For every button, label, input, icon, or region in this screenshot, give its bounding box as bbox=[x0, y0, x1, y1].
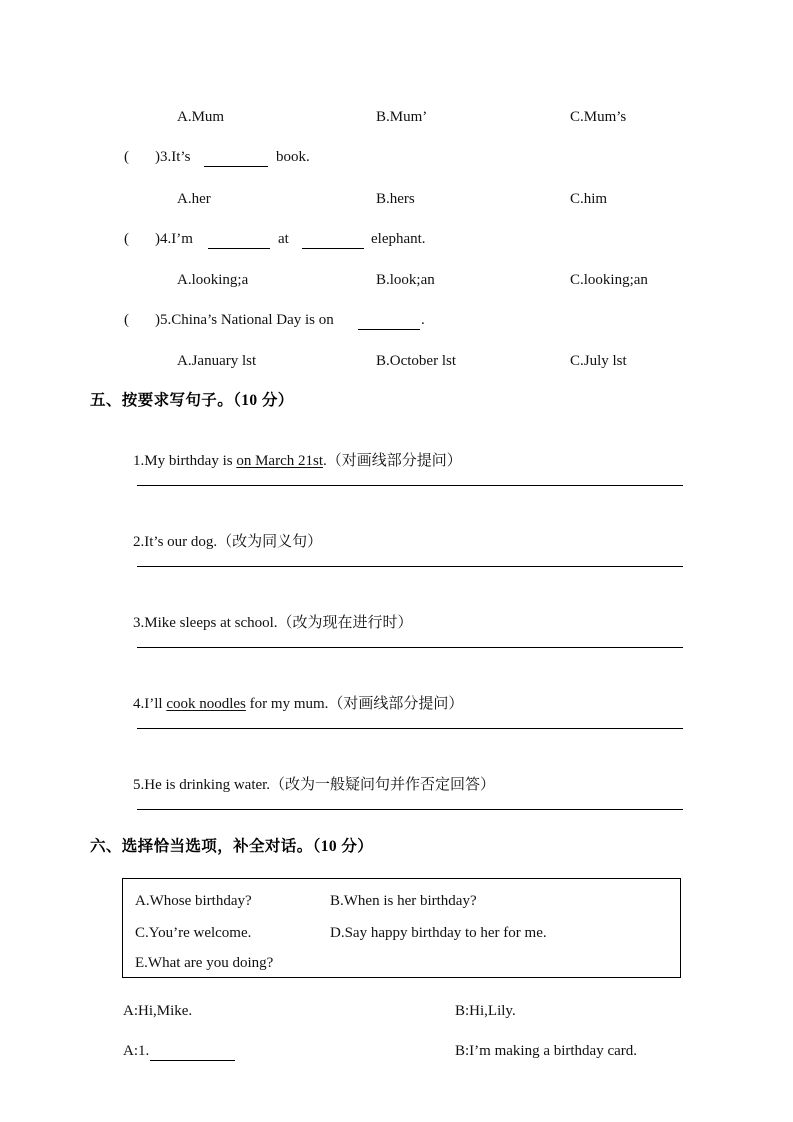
dialogue-line-2-blank[interactable] bbox=[150, 1060, 235, 1061]
q5-option-b: B.October lst bbox=[376, 353, 456, 369]
item-4-number: 4. bbox=[133, 696, 145, 712]
item-4-answer-line[interactable] bbox=[137, 728, 683, 729]
item-4-text-before: I’ll bbox=[144, 696, 167, 712]
item-1-number: 1. bbox=[133, 453, 145, 469]
q5-option-a: A.January lst bbox=[177, 353, 257, 369]
item-5-answer-line[interactable] bbox=[137, 809, 683, 810]
q3-option-c: C.him bbox=[570, 191, 608, 207]
dialogue-line-1-right: B:Hi,Lily. bbox=[455, 1003, 516, 1019]
section-five-item-3 bbox=[118, 596, 413, 650]
item-4-underlined-phrase: cook noodles bbox=[166, 696, 246, 712]
item-1-underlined-phrase: on March 21st bbox=[236, 453, 323, 469]
item-3-number: 3. bbox=[133, 615, 145, 631]
item-2-text-before: It’s our dog.（改为同义句） bbox=[144, 534, 323, 550]
q5-option-c: C.July lst bbox=[570, 353, 627, 369]
item-4-text-after: for my mum.（对画线部分提问） bbox=[245, 696, 464, 712]
section-five-heading: 五、按要求写句子。（10 分） bbox=[90, 392, 294, 409]
q4-option-c: C.looking;an bbox=[570, 272, 648, 288]
q5-answer-blank[interactable] bbox=[358, 329, 420, 330]
q3-stem-end: book. bbox=[276, 149, 310, 165]
q4-answer-blank-2[interactable] bbox=[302, 248, 364, 249]
q4-stem-end: elephant. bbox=[371, 231, 426, 247]
dialogue-option-e[interactable]: E.What are you doing? bbox=[135, 955, 274, 971]
dialogue-option-a[interactable]: A.Whose birthday? bbox=[135, 893, 252, 909]
dialogue-line-2-left: A:1. bbox=[123, 1043, 150, 1059]
dialogue-option-b[interactable]: B.When is her birthday? bbox=[330, 893, 477, 909]
item-1-text-after: .（对画线部分提问） bbox=[323, 453, 462, 469]
item-1-answer-line[interactable] bbox=[137, 485, 683, 486]
q3-option-a: A.her bbox=[177, 191, 211, 207]
dialogue-option-box bbox=[122, 878, 681, 978]
q4-paren-open[interactable]: ( bbox=[124, 231, 129, 247]
q2-option-b: B.Mum’ bbox=[376, 109, 428, 125]
item-2-number: 2. bbox=[133, 534, 145, 550]
q4-answer-blank-1[interactable] bbox=[208, 248, 270, 249]
q2-option-a: A.Mum bbox=[177, 109, 225, 125]
section-five-item-5 bbox=[118, 758, 495, 812]
section-six-heading: 六、选择恰当选项，补全对话。（10 分） bbox=[90, 838, 374, 855]
q4-option-b: B.look;an bbox=[376, 272, 435, 288]
section-five-item-2 bbox=[118, 515, 322, 569]
q5-stem-end: . bbox=[421, 312, 425, 328]
section-five-item-1 bbox=[118, 434, 462, 488]
item-3-text-before: Mike sleeps at school.（改为现在进行时） bbox=[144, 615, 413, 631]
item-1-text-before: My birthday is bbox=[144, 453, 237, 469]
item-3-answer-line[interactable] bbox=[137, 647, 683, 648]
q4-option-a: A.looking;a bbox=[177, 272, 249, 288]
dialogue-line-2-right: B:I’m making a birthday card. bbox=[455, 1043, 638, 1059]
item-5-number: 5. bbox=[133, 777, 145, 793]
section-five-item-4 bbox=[118, 677, 463, 731]
q3-answer-blank[interactable] bbox=[204, 166, 268, 167]
dialogue-option-c[interactable]: C.You’re welcome. bbox=[135, 925, 252, 941]
q3-paren-open[interactable]: ( bbox=[124, 149, 129, 165]
q3-option-b: B.hers bbox=[376, 191, 415, 207]
q5-paren-open[interactable]: ( bbox=[124, 312, 129, 328]
dialogue-option-d[interactable]: D.Say happy birthday to her for me. bbox=[330, 925, 547, 941]
dialogue-line-1-left: A:Hi,Mike. bbox=[123, 1003, 193, 1019]
q4-stem-start: )4.I’m bbox=[155, 231, 193, 247]
q4-stem-middle: at bbox=[278, 231, 289, 247]
q3-stem-start: )3.It’s bbox=[155, 149, 191, 165]
q2-option-c: C.Mum’s bbox=[570, 109, 627, 125]
q5-stem-start: )5.China’s National Day is on bbox=[155, 312, 334, 328]
item-2-answer-line[interactable] bbox=[137, 566, 683, 567]
item-5-text-before: He is drinking water.（改为一般疑问句并作否定回答） bbox=[144, 777, 496, 793]
